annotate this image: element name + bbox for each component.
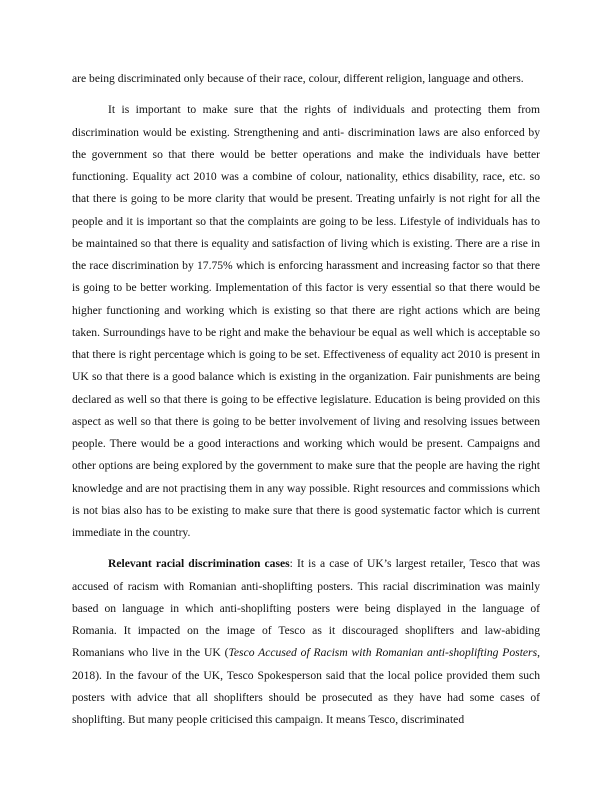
citation-title: Tesco Accused of Racism with Romanian anti-shoplifting Posters xyxy=(228,646,538,660)
paragraph-equality-act: It is important to make sure that the rights of individuals and protecting them from discrimination would be existing. Strengthening and anti- discrimination laws are also enforced by the government so that there would be better operations and make the individuals have better functioning. Equality act 2010 was a combine of colour, nationality, ethics disability, race, etc. so that there is going to be more clarity that would be present. Treating unfairly is not right for all the people and it is important so that the complaints are going to be less. Lifestyle of individuals has to be maintained so that there is equality and satisfaction of living which is existing. There are a rise in the race discrimination by 17.75% which is enforcing harassment and increasing factor so that there is going to be better working. Implementation of this factor is very essential so that there would be higher functioning and working which is existing so that there are right actions which are being taken. Surroundings have to be right and make the behaviour be equal as well which is acceptable so that there is right percentage which is going to be set. Effectiveness of equality act 2010 is present in UK so that there is a good balance which is existing in the organization. Fair punishments are being declared as well so that there is going to be effective legislature. Education is being provided on this aspect as well so that there is going to be better involvement of living and resolving issues between people. There would be a good interactions and working which would be present. Campaigns and other options are being explored by the government to make sure that the people are having the right knowledge and are not practising them in any way possible. Right resources and commissions which is not bias also has to be existing to make sure that there is good systematic factor which is current immediate in the country. xyxy=(72,103,540,539)
paragraph-text-part-b: , 2018). In the favour of the UK, Tesco Spokesperson said that the local police provided them such posters with advice that all shoplifters should be prosecuted as they have had some cases of shoplifting. But many people criticised this campaign. It means Tesco, discriminated xyxy=(72,646,540,726)
paragraph-racial-cases xyxy=(72,553,540,731)
paragraph-continuation: are being discriminated only because of their race, colour, different religion, language and others. xyxy=(72,72,524,85)
paragraph-text-part-a: : It is a case of UK’s largest retailer, Tesco that was accused of racism with Romanian anti-shoplifting posters. This racial discrimination was mainly based on language in which anti-shoplifting posters were being displayed in the language of Romania. It impacted on the image of Tesco as it discouraged shoplifters and law-abiding Romanians who live in the UK ( xyxy=(72,557,540,660)
document-body xyxy=(72,68,540,731)
heading-relevant-cases: Relevant racial discrimination cases xyxy=(108,557,290,571)
